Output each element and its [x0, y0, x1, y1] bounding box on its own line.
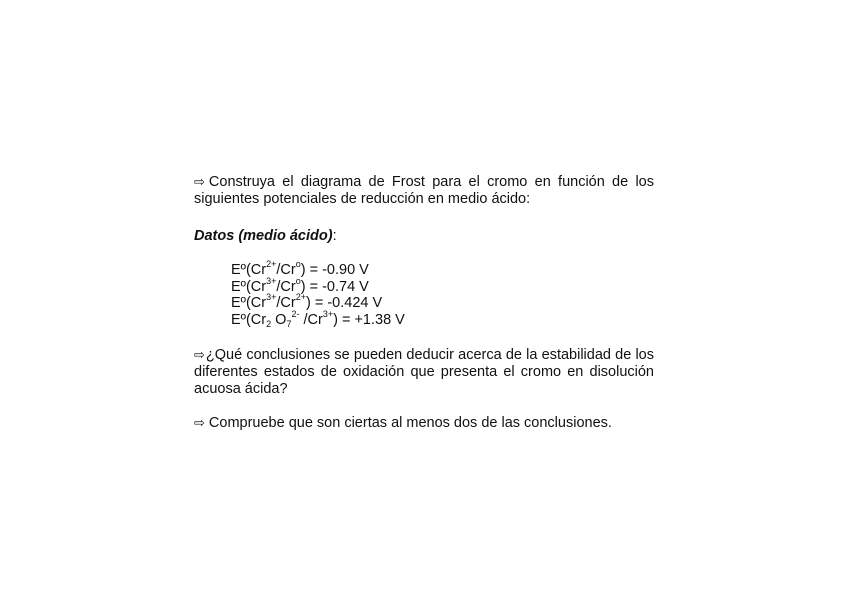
datos-heading: [194, 228, 654, 245]
eq-species: /Cr: [276, 295, 296, 311]
right-arrow-icon: ⇨: [194, 416, 205, 431]
eq-charge: 2-: [291, 308, 300, 319]
question-verify-text: Compruebe que son ciertas al menos dos de las conclusiones.: [208, 415, 612, 431]
eq-value: ) = -0.74 V: [300, 278, 369, 295]
right-arrow-icon: ⇨: [194, 348, 205, 363]
right-arrow-icon: ⇨: [194, 175, 205, 190]
eq-charge: 2+: [266, 259, 277, 270]
eq-prefix: Eº(Cr: [231, 311, 267, 328]
eq-charge: 3+: [322, 308, 334, 319]
potentials-list: [194, 259, 654, 330]
eq-prefix: Eº(Cr: [231, 262, 267, 278]
question-frost-text: Construya el diagrama de Frost para el cromo en función de los siguientes potenciales de reducción en medio ácido:: [194, 174, 654, 207]
eq-charge: o: [295, 275, 301, 286]
eq-prefix: Eº(Cr: [231, 278, 267, 295]
potential-cr3-cr0: [231, 275, 654, 296]
datos-heading-colon: :: [332, 228, 337, 244]
eq-prefix: Eº(Cr: [231, 295, 267, 311]
potential-dichromate-cr3: [231, 308, 654, 330]
eq-species: /Cr: [276, 278, 296, 295]
question-frost-diagram: [194, 174, 654, 208]
eq-value: ) = -0.424 V: [305, 295, 383, 311]
eq-species: O: [271, 311, 287, 328]
datos-heading-label: Datos (medio ácido): [194, 228, 333, 244]
eq-species: /Cr: [276, 262, 296, 278]
eq-charge: 3+: [266, 275, 277, 286]
eq-subscript: 2: [266, 319, 272, 330]
potential-cr2-cr0: [231, 259, 654, 279]
question-conclusions: [194, 347, 654, 398]
eq-species: /Cr: [299, 311, 323, 328]
eq-charge: 3+: [266, 292, 277, 303]
document-page: [194, 174, 654, 432]
eq-value: ) = +1.38 V: [333, 311, 405, 328]
eq-value: ) = -0.90 V: [300, 262, 369, 278]
question-conclusions-text: ¿Qué conclusiones se pueden deducir acerca de la estabilidad de los diferentes estados de oxidación que presenta el cromo en disolución acuosa ácida?: [194, 347, 654, 397]
eq-charge: 2+: [295, 292, 306, 303]
eq-charge: o: [295, 259, 301, 270]
eq-subscript: 7: [286, 319, 292, 330]
question-verify: [194, 415, 654, 432]
